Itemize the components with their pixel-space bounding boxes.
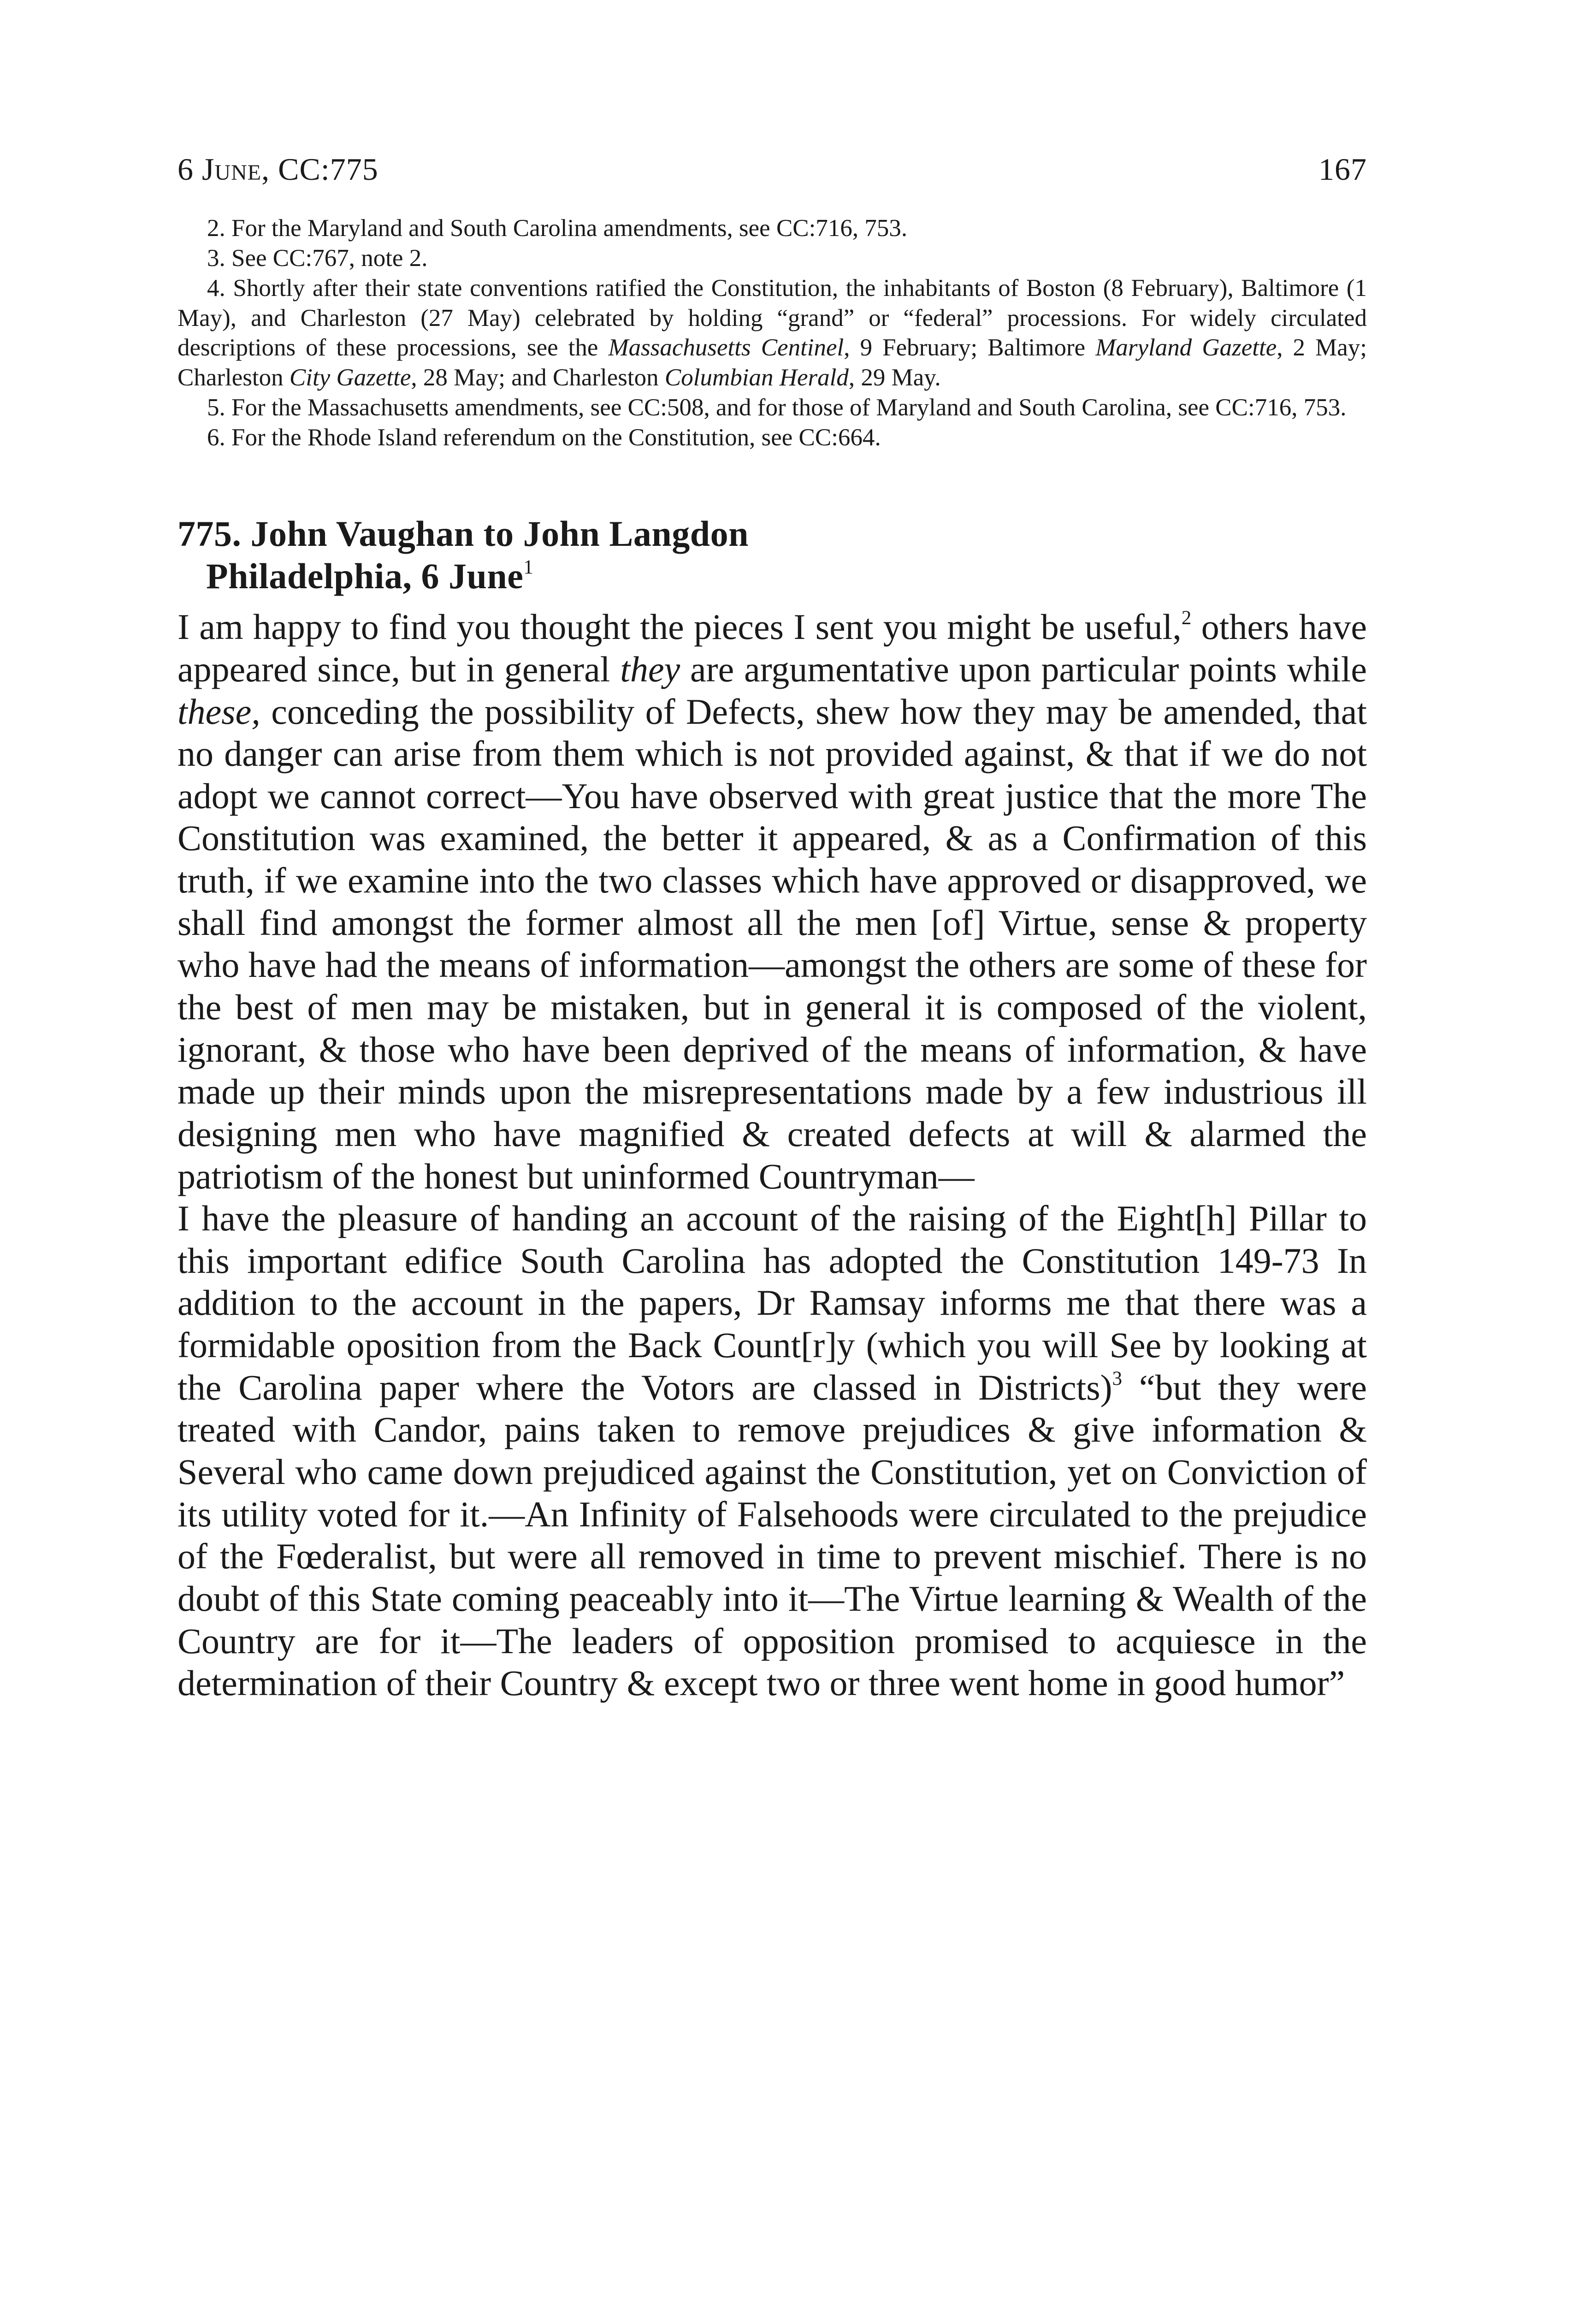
footnote-number: 4. bbox=[207, 274, 225, 301]
footnote-3 bbox=[177, 243, 1367, 273]
footnote-number: 5. bbox=[207, 394, 225, 421]
footnote-text: For the Maryland and South Carolina amendments, see CC:716, 753. bbox=[231, 214, 908, 242]
running-head-day: 6 bbox=[177, 152, 202, 187]
emphasized-word: these, bbox=[177, 691, 260, 732]
footnote-number: 6. bbox=[207, 424, 225, 451]
footnote-text: , 29 May. bbox=[848, 364, 941, 391]
paragraph-text: I am happy to find you thought the pieces I sent you might be useful, bbox=[177, 607, 1182, 647]
dateline-text: Philadelphia, 6 June bbox=[206, 556, 524, 597]
letter-paragraph-2 bbox=[177, 1197, 1367, 1704]
newspaper-title: City Gazette bbox=[289, 364, 411, 391]
footnote-number: 3. bbox=[207, 244, 225, 272]
letter-body bbox=[177, 606, 1367, 1704]
letter-paragraph-1 bbox=[177, 606, 1367, 1197]
document-page bbox=[177, 152, 1367, 1704]
emphasized-word: they bbox=[620, 649, 680, 689]
document-title: 775. John Vaughan to John Langdon bbox=[177, 514, 749, 554]
footnote-text: See CC:767, note 2. bbox=[231, 244, 428, 272]
footnote-text: , 2 May; Charleston bbox=[177, 334, 1367, 391]
footnote-text: , 9 February; Baltimore bbox=[844, 334, 1096, 361]
footnotes bbox=[177, 213, 1367, 453]
running-head bbox=[177, 152, 1367, 187]
newspaper-title: Columbian Herald bbox=[664, 364, 849, 391]
running-head-month: June bbox=[202, 152, 262, 187]
note-reference: 1 bbox=[523, 556, 534, 579]
paragraph-text: conceding the possibility of Defects, shew how they may be amended, that no danger can arise from them which is not provided against, & that if we do not adopt we cannot correct—You have observed with great justice that the more The Constitution was examined, the better it appeared, & as a Confirmation of this truth, if we examine into the two classes which have approved or disapproved, we shall find amongst the former almost all the men [of] Virtue, sense & property who have had the means of information—amongst the others are some of these for the best of men may be mistaken, but in general it is composed of the violent, ignorant, & those who have been deprived of the means of information, & have made up their minds upon the misrepresentations made by a few industrious ill designing men who have magnified & created defects at will & alarmed the patriotism of the honest but uninformed Countryman— bbox=[177, 691, 1367, 1196]
footnote-6 bbox=[177, 423, 1367, 453]
footnote-number: 2. bbox=[207, 214, 225, 242]
newspaper-title: Massachusetts Centinel bbox=[608, 334, 844, 361]
footnote-text: , 28 May; and Charleston bbox=[411, 364, 665, 391]
document-dateline bbox=[177, 555, 1367, 597]
paragraph-text: are argumentative upon particular points while bbox=[680, 649, 1367, 689]
page-number: 167 bbox=[1318, 152, 1367, 187]
note-reference: 3 bbox=[1112, 1367, 1123, 1389]
document-heading bbox=[177, 513, 1367, 597]
paragraph-text: I have the pleasure of handing an account of the raising of the Eight[h] Pillar to this important edifice South Carolina has adopted the Constitution 149-73 In addition to the account in the papers, Dr Ramsay informs me that there was a formidable oposition from the Back Count[r]y (which you will See by looking at the Carolina paper where the Votors are classed in Districts) bbox=[177, 1198, 1367, 1407]
footnote-text: For the Massachusetts amendments, see CC:508, and for those of Maryland and South Carolina, see CC:716, 753. bbox=[231, 394, 1347, 421]
footnote-text: For the Rhode Island referendum on the Constitution, see CC:664. bbox=[231, 424, 881, 451]
running-head-document-number: , CC:775 bbox=[261, 152, 378, 187]
footnote-5 bbox=[177, 393, 1367, 423]
running-head-left bbox=[177, 152, 378, 187]
paragraph-text: others have appeared since, but in general bbox=[177, 607, 1367, 689]
newspaper-title: Maryland Gazette bbox=[1095, 334, 1277, 361]
paragraph-text: “but they were treated with Candor, pains taken to remove prejudices & give information & Several who came down prejudiced against the Constitution, yet on Conviction of its utility voted for it.—An Infinity of Falsehoods were circulated to the prejudice of the Fœderalist, but were all removed in time to prevent mischief. There is no doubt of this State coming peaceably into it—The Virtue learning & Wealth of the Country are for it—The leaders of opposition promised to acquiesce in the determination of their Country & except two or three went home in good humor” bbox=[177, 1367, 1367, 1703]
footnote-4 bbox=[177, 273, 1367, 393]
footnote-text: Shortly after their state conventions ratified the Constitution, the inhabitants of Boston (8 February), Baltimore (1 May), and Charleston (27 May) celebrated by holding “grand” or “federal” processions. For widely circulated descriptions of these processions, see the bbox=[177, 274, 1367, 361]
footnote-2 bbox=[177, 213, 1367, 243]
note-reference: 2 bbox=[1181, 607, 1192, 629]
